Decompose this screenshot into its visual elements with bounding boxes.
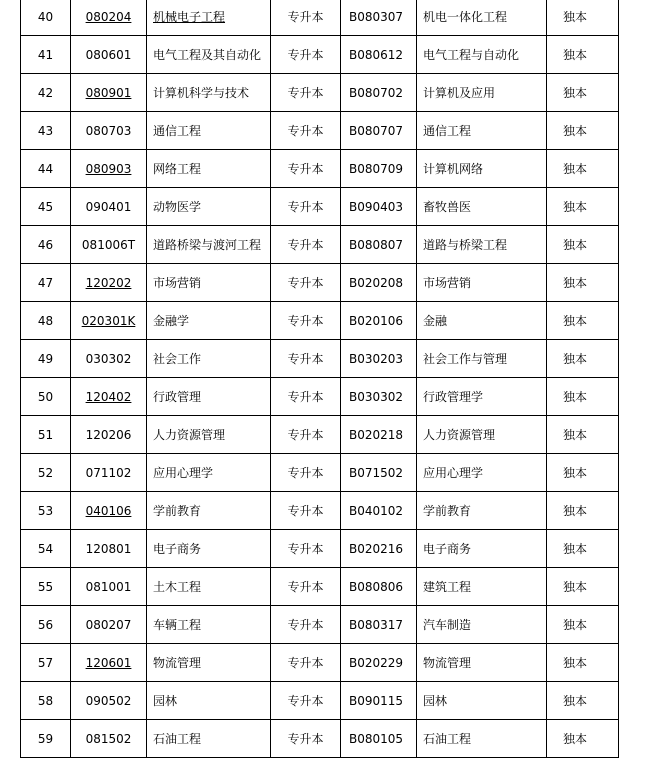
major-table-container [20, 0, 618, 758]
major-code: 090502 [71, 682, 147, 720]
program-type: 独本 [547, 36, 619, 74]
row-number: 53 [21, 492, 71, 530]
exam-major-name: 石油工程 [417, 720, 547, 758]
row-number: 59 [21, 720, 71, 758]
table-row [21, 0, 619, 36]
exam-major-name: 计算机及应用 [417, 74, 547, 112]
exam-code: B071502 [341, 454, 417, 492]
row-number: 42 [21, 74, 71, 112]
program-type: 独本 [547, 416, 619, 454]
exam-code: B020229 [341, 644, 417, 682]
table-row [21, 720, 619, 758]
program-type: 独本 [547, 112, 619, 150]
exam-code: B080612 [341, 36, 417, 74]
exam-major-name: 通信工程 [417, 112, 547, 150]
table-row [21, 644, 619, 682]
level: 专升本 [271, 112, 341, 150]
major-code: 090401 [71, 188, 147, 226]
table-row [21, 682, 619, 720]
level: 专升本 [271, 226, 341, 264]
exam-major-name: 建筑工程 [417, 568, 547, 606]
table-row [21, 74, 619, 112]
major-name: 园林 [147, 682, 271, 720]
table-row [21, 606, 619, 644]
table-body [21, 0, 619, 758]
major-name: 计算机科学与技术 [147, 74, 271, 112]
table-row [21, 188, 619, 226]
major-name: 土木工程 [147, 568, 271, 606]
exam-major-name: 学前教育 [417, 492, 547, 530]
major-name: 社会工作 [147, 340, 271, 378]
major-name: 金融学 [147, 302, 271, 340]
exam-code: B080317 [341, 606, 417, 644]
major-code: 080903 [71, 150, 147, 188]
exam-major-name: 物流管理 [417, 644, 547, 682]
major-name: 电气工程及其自动化 [147, 36, 271, 74]
row-number: 51 [21, 416, 71, 454]
exam-code: B020208 [341, 264, 417, 302]
table-row [21, 150, 619, 188]
major-code: 120206 [71, 416, 147, 454]
row-number: 58 [21, 682, 71, 720]
exam-code: B030203 [341, 340, 417, 378]
exam-major-name: 汽车制造 [417, 606, 547, 644]
exam-code: B080807 [341, 226, 417, 264]
major-name: 石油工程 [147, 720, 271, 758]
major-code: 080601 [71, 36, 147, 74]
level: 专升本 [271, 150, 341, 188]
exam-major-name: 畜牧兽医 [417, 188, 547, 226]
major-code: 080703 [71, 112, 147, 150]
major-name: 学前教育 [147, 492, 271, 530]
program-type: 独本 [547, 74, 619, 112]
program-type: 独本 [547, 188, 619, 226]
row-number: 50 [21, 378, 71, 416]
program-type: 独本 [547, 302, 619, 340]
major-code: 120202 [71, 264, 147, 302]
major-name: 人力资源管理 [147, 416, 271, 454]
exam-code: B080709 [341, 150, 417, 188]
major-name: 通信工程 [147, 112, 271, 150]
exam-major-name: 机电一体化工程 [417, 0, 547, 36]
level: 专升本 [271, 644, 341, 682]
program-type: 独本 [547, 682, 619, 720]
level: 专升本 [271, 74, 341, 112]
exam-code: B080806 [341, 568, 417, 606]
row-number: 43 [21, 112, 71, 150]
exam-major-name: 社会工作与管理 [417, 340, 547, 378]
exam-code: B030302 [341, 378, 417, 416]
exam-major-name: 金融 [417, 302, 547, 340]
major-name: 行政管理 [147, 378, 271, 416]
level: 专升本 [271, 340, 341, 378]
level: 专升本 [271, 188, 341, 226]
table-row [21, 340, 619, 378]
major-name: 市场营销 [147, 264, 271, 302]
exam-major-name: 应用心理学 [417, 454, 547, 492]
major-code: 080901 [71, 74, 147, 112]
row-number: 56 [21, 606, 71, 644]
level: 专升本 [271, 302, 341, 340]
program-type: 独本 [547, 454, 619, 492]
major-name: 网络工程 [147, 150, 271, 188]
program-type: 独本 [547, 264, 619, 302]
row-number: 47 [21, 264, 71, 302]
row-number: 54 [21, 530, 71, 568]
level: 专升本 [271, 720, 341, 758]
exam-major-name: 行政管理学 [417, 378, 547, 416]
row-number: 45 [21, 188, 71, 226]
major-name: 车辆工程 [147, 606, 271, 644]
major-code: 081502 [71, 720, 147, 758]
table-row [21, 36, 619, 74]
row-number: 48 [21, 302, 71, 340]
table-row [21, 378, 619, 416]
major-code: 120601 [71, 644, 147, 682]
exam-code: B080702 [341, 74, 417, 112]
row-number: 44 [21, 150, 71, 188]
major-name: 道路桥梁与渡河工程 [147, 226, 271, 264]
major-code: 030302 [71, 340, 147, 378]
exam-code: B080307 [341, 0, 417, 36]
table-row [21, 568, 619, 606]
major-table [20, 0, 619, 758]
program-type: 独本 [547, 568, 619, 606]
level: 专升本 [271, 568, 341, 606]
row-number: 57 [21, 644, 71, 682]
level: 专升本 [271, 454, 341, 492]
program-type: 独本 [547, 226, 619, 264]
level: 专升本 [271, 606, 341, 644]
table-row [21, 302, 619, 340]
program-type: 独本 [547, 720, 619, 758]
major-code: 120402 [71, 378, 147, 416]
major-code: 020301K [71, 302, 147, 340]
exam-major-name: 电子商务 [417, 530, 547, 568]
table-row [21, 530, 619, 568]
exam-major-name: 计算机网络 [417, 150, 547, 188]
major-code: 081001 [71, 568, 147, 606]
table-row [21, 454, 619, 492]
major-code: 071102 [71, 454, 147, 492]
major-code: 120801 [71, 530, 147, 568]
level: 专升本 [271, 378, 341, 416]
major-name: 机械电子工程 [147, 0, 271, 36]
level: 专升本 [271, 36, 341, 74]
exam-major-name: 道路与桥梁工程 [417, 226, 547, 264]
major-code: 080207 [71, 606, 147, 644]
major-name: 应用心理学 [147, 454, 271, 492]
major-code: 081006T [71, 226, 147, 264]
exam-major-name: 人力资源管理 [417, 416, 547, 454]
program-type: 独本 [547, 0, 619, 36]
row-number: 49 [21, 340, 71, 378]
level: 专升本 [271, 264, 341, 302]
program-type: 独本 [547, 378, 619, 416]
level: 专升本 [271, 416, 341, 454]
exam-major-name: 市场营销 [417, 264, 547, 302]
exam-code: B020216 [341, 530, 417, 568]
major-name: 电子商务 [147, 530, 271, 568]
exam-major-name: 园林 [417, 682, 547, 720]
table-row [21, 416, 619, 454]
exam-code: B080707 [341, 112, 417, 150]
program-type: 独本 [547, 530, 619, 568]
program-type: 独本 [547, 340, 619, 378]
table-row [21, 492, 619, 530]
major-code: 040106 [71, 492, 147, 530]
major-name: 动物医学 [147, 188, 271, 226]
exam-code: B080105 [341, 720, 417, 758]
level: 专升本 [271, 682, 341, 720]
exam-major-name: 电气工程与自动化 [417, 36, 547, 74]
row-number: 40 [21, 0, 71, 36]
major-name: 物流管理 [147, 644, 271, 682]
level: 专升本 [271, 492, 341, 530]
table-row [21, 112, 619, 150]
program-type: 独本 [547, 606, 619, 644]
table-row [21, 226, 619, 264]
exam-code: B020106 [341, 302, 417, 340]
exam-code: B040102 [341, 492, 417, 530]
program-type: 独本 [547, 644, 619, 682]
row-number: 41 [21, 36, 71, 74]
exam-code: B090403 [341, 188, 417, 226]
major-code: 080204 [71, 0, 147, 36]
table-row [21, 264, 619, 302]
level: 专升本 [271, 530, 341, 568]
exam-code: B090115 [341, 682, 417, 720]
level: 专升本 [271, 0, 341, 36]
exam-code: B020218 [341, 416, 417, 454]
row-number: 55 [21, 568, 71, 606]
program-type: 独本 [547, 492, 619, 530]
row-number: 46 [21, 226, 71, 264]
program-type: 独本 [547, 150, 619, 188]
row-number: 52 [21, 454, 71, 492]
